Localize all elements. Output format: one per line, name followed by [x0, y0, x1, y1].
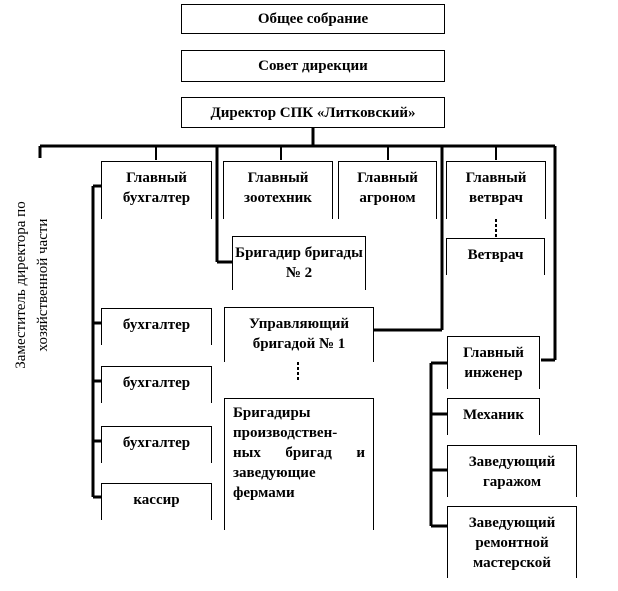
chief-zootechnician-box: Главный зоотехник: [223, 161, 333, 219]
mechanic-box: Механик: [447, 398, 540, 435]
chief-engineer-box: Главный инженер: [447, 336, 540, 389]
brigade1-manager-box: Управляющий бригадой № 1: [224, 307, 374, 362]
cashier-box: кассир: [101, 483, 212, 520]
accountant-box-2: бухгалтер: [101, 366, 212, 403]
chief-accountant-box: Главный бухгалтер: [101, 161, 212, 219]
accountant-box-1: бухгалтер: [101, 308, 212, 345]
garage-head-box: Заведующий гаражом: [447, 445, 577, 497]
general-meeting-box: Общее собрание: [181, 4, 445, 34]
vet-box: Ветврач: [446, 238, 545, 275]
foremen-box: Бригадиры производствен-ных бригад и заведующие фермами: [224, 398, 374, 530]
chief-agronomist-box: Главный агроном: [338, 161, 437, 219]
chief-vet-box: Главный ветврач: [446, 161, 546, 219]
director-box: Директор СПК «Литковский»: [181, 97, 445, 128]
accountant-box-3: бухгалтер: [101, 426, 212, 463]
directorate-council-box: Совет дирекции: [181, 50, 445, 82]
workshop-head-box: Заведующий ремонтной мастерской: [447, 506, 577, 578]
brigade2-foreman-box: Бригадир бригады № 2: [232, 236, 366, 290]
deputy-director-label: Заместитель директора по хозяйственной части: [13, 201, 51, 369]
